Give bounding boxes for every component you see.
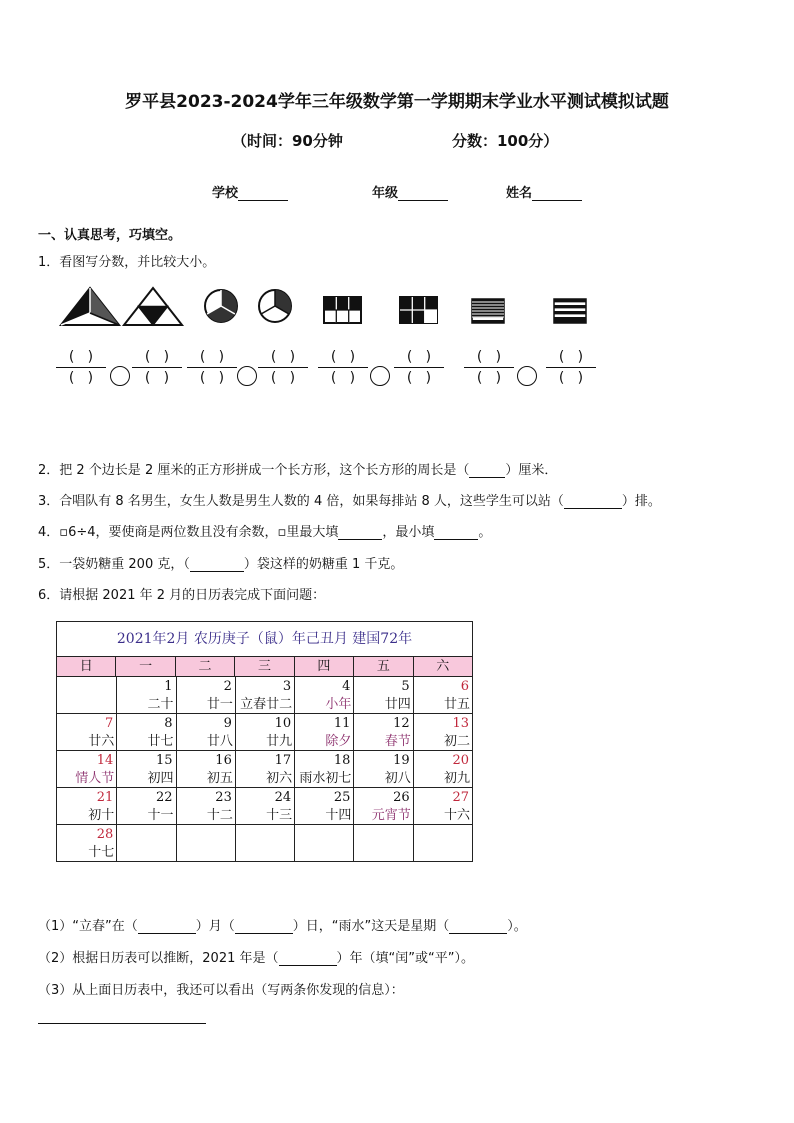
answer-blank[interactable] — [138, 920, 196, 934]
calendar-cell — [116, 676, 175, 713]
answer-blank[interactable] — [235, 920, 293, 934]
day-number: 13 — [452, 716, 469, 731]
calendar-cell — [57, 713, 116, 750]
day-number: 23 — [215, 790, 232, 805]
calendar-cell — [116, 824, 175, 861]
triangle-figure-2 — [124, 288, 182, 325]
calendar-cell — [57, 824, 116, 861]
lunar-label: 初五 — [206, 771, 233, 786]
fraction-blank[interactable]: ( ) ( ) — [318, 349, 368, 386]
calendar-cell — [235, 713, 294, 750]
calendar-cell — [353, 750, 412, 787]
calendar-cell — [116, 750, 175, 787]
calendar-cell — [116, 713, 175, 750]
sub-question-2: （2）根据日历表可以推断，2021 年是（ ）年（填“闰”或“平”）。 — [38, 951, 474, 966]
calendar-cell — [353, 824, 412, 861]
answer-blank[interactable] — [449, 920, 507, 934]
day-number: 28 — [96, 827, 114, 842]
lunar-label: 十四 — [325, 808, 352, 823]
day-number: 3 — [282, 679, 292, 694]
circle-figure-2 — [259, 290, 291, 322]
fraction-blank[interactable]: ( ) ( ) — [258, 349, 308, 386]
calendar-header: 2021年2月 农历庚子（鼠）年己丑月 建国72年 — [116, 631, 413, 647]
compare-circle[interactable] — [110, 366, 130, 386]
day-number: 2 — [223, 679, 232, 694]
day-number: 22 — [156, 790, 173, 805]
calendar-cell — [413, 676, 472, 713]
compare-circle[interactable] — [517, 366, 537, 386]
weekday-thu: 四 — [294, 657, 353, 677]
lunar-label: 初十 — [88, 808, 115, 823]
sub-question-1: （1）“立春”在（ ）月（ ）日，“雨水”这天是星期（ ）。 — [38, 919, 527, 934]
lunar-label: 情人节 — [75, 771, 115, 786]
question-3: 3．合唱队有 8 名男生，女生人数是男生人数的 4 倍，如果每排站 8 人，这些学生可以站（ ）排。 — [38, 494, 661, 509]
score-label: 分数：100分） — [452, 132, 559, 150]
lunar-label: 十一 — [147, 808, 174, 823]
lunar-label: 廿七 — [147, 734, 174, 749]
day-number: 5 — [401, 679, 410, 694]
lunar-label: 立春廿二 — [240, 697, 293, 712]
weekday-mon: 一 — [115, 657, 174, 677]
calendar-cell — [294, 713, 353, 750]
day-number: 12 — [393, 716, 410, 731]
fraction-blank[interactable]: ( ) ( ) — [187, 349, 237, 386]
sub-question-3: （3）从上面日历表中，我还可以看出（写两条你发现的信息）： — [38, 983, 404, 998]
weekday-sat: 六 — [413, 657, 472, 677]
calendar-cell — [57, 787, 116, 824]
lunar-label: 廿四 — [384, 697, 411, 712]
calendar-cell — [353, 676, 412, 713]
lunar-label: 十三 — [266, 808, 293, 823]
day-number: 26 — [393, 790, 410, 805]
lunar-label: 二十 — [147, 697, 174, 712]
day-number: 16 — [215, 753, 232, 768]
lunar-label: 小年 — [325, 697, 352, 712]
lunar-label: 十二 — [206, 808, 233, 823]
calendar-cell — [235, 750, 294, 787]
lunar-label: 雨水初七 — [299, 771, 352, 786]
day-number: 6 — [460, 679, 469, 694]
answer-blank[interactable] — [338, 526, 382, 540]
lunar-label: 廿一 — [206, 697, 233, 712]
fraction-blank[interactable]: ( ) ( ) — [546, 349, 596, 386]
lunar-label: 廿六 — [88, 734, 115, 749]
fraction-blank[interactable]: ( ) ( ) — [56, 349, 106, 386]
compare-circle[interactable] — [370, 366, 390, 386]
calendar-cell — [57, 676, 116, 713]
question-2: 2．把 2 个边长是 2 厘米的正方形拼成一个长方形，这个长方形的周长是（ ）厘米． — [38, 463, 558, 478]
answer-blank[interactable] — [279, 952, 337, 966]
lunar-label: 元宵节 — [371, 808, 411, 823]
calendar-cell — [353, 787, 412, 824]
weekday-fri: 五 — [353, 657, 412, 677]
compare-circle[interactable] — [237, 366, 257, 386]
answer-blank[interactable] — [564, 495, 622, 509]
calendar-cell — [57, 750, 116, 787]
triangle-figure-1 — [61, 288, 119, 325]
weekday-row — [57, 656, 472, 677]
grade-field[interactable] — [372, 182, 448, 201]
question-6: 6．请根据 2021 年 2 月的日历表完成下面问题： — [38, 588, 326, 603]
calendar-cell — [294, 750, 353, 787]
calendar-cell — [353, 713, 412, 750]
day-number: 19 — [393, 753, 410, 768]
answer-blank[interactable] — [190, 558, 244, 572]
stripe-figure-1 — [472, 299, 504, 323]
lunar-label: 初二 — [443, 734, 470, 749]
day-number: 18 — [333, 753, 351, 768]
question-5: 5．一袋奶糖重 200 克，（ ）袋这样的奶糖重 1 千克。 — [38, 557, 404, 572]
page-title: 罗平县2023-2024学年三年级数学第一学期期末学业水平测试模拟试题 — [125, 92, 669, 112]
question-4: 4．▫6÷4，要使商是两位数且没有余数，▫里最大填 ，最小填 。 — [38, 525, 492, 540]
lunar-label: 春节 — [384, 734, 411, 749]
day-number: 14 — [96, 753, 114, 768]
calendar-cell — [176, 824, 235, 861]
day-number: 9 — [223, 716, 232, 731]
school-field[interactable] — [212, 182, 288, 201]
fraction-figures — [56, 284, 601, 330]
school-label: 学校 — [212, 186, 239, 201]
circle-figure-1 — [205, 290, 237, 322]
day-number: 24 — [274, 790, 292, 805]
answer-line[interactable] — [38, 1023, 206, 1024]
day-number: 20 — [452, 753, 469, 768]
calendar-cell — [176, 787, 235, 824]
lunar-label: 廿八 — [206, 734, 233, 749]
lunar-label: 初四 — [147, 771, 174, 786]
grid-figure-1 — [324, 297, 361, 323]
lunar-label: 初六 — [266, 771, 293, 786]
calendar-cell — [413, 824, 472, 861]
lunar-label: 初九 — [443, 771, 470, 786]
section-heading: 一、认真思考，巧填空。 — [38, 228, 182, 243]
lunar-label: 廿九 — [266, 734, 293, 749]
calendar-cell — [413, 713, 472, 750]
calendar-cell — [294, 824, 353, 861]
lunar-label: 廿五 — [443, 697, 470, 712]
time-label: （时间：90分钟 — [232, 132, 343, 150]
day-number: 17 — [274, 753, 292, 768]
grade-label: 年级 — [372, 186, 399, 201]
lunar-label: 初八 — [384, 771, 411, 786]
day-number: 21 — [96, 790, 114, 805]
question-1: 1．看图写分数，并比较大小。 — [38, 255, 216, 270]
fraction-blank[interactable]: ( ) ( ) — [394, 349, 444, 386]
lunar-label: 十七 — [88, 845, 115, 860]
answer-blank[interactable] — [469, 464, 505, 478]
day-number: 1 — [164, 679, 173, 694]
calendar-cell — [116, 787, 175, 824]
lunar-label: 除夕 — [325, 734, 352, 749]
fraction-blank[interactable]: ( ) ( ) — [132, 349, 182, 386]
day-number: 15 — [156, 753, 173, 768]
day-number: 10 — [274, 716, 292, 731]
weekday-sun: 日 — [79, 659, 93, 674]
calendar-cell — [235, 824, 294, 861]
day-number: 4 — [342, 679, 351, 694]
calendar-cell — [176, 676, 235, 713]
stripe-figure-2 — [554, 299, 586, 323]
lunar-label: 十六 — [443, 808, 470, 823]
day-number: 11 — [333, 716, 351, 731]
calendar-cell — [294, 676, 353, 713]
fraction-blank[interactable]: ( ) ( ) — [464, 349, 514, 386]
day-number: 27 — [452, 790, 469, 805]
day-number: 7 — [105, 716, 114, 731]
answer-blank[interactable] — [434, 526, 478, 540]
day-number: 8 — [164, 716, 173, 731]
weekday-tue: 二 — [175, 657, 234, 677]
calendar-cell — [176, 713, 235, 750]
name-label: 姓名 — [506, 186, 533, 201]
weekday-wed: 三 — [234, 657, 293, 677]
calendar-cell — [294, 787, 353, 824]
grid-figure-2 — [400, 297, 437, 323]
calendar-cell — [413, 750, 472, 787]
calendar-cell — [235, 787, 294, 824]
calendar-cell — [413, 787, 472, 824]
calendar-grid — [57, 676, 472, 861]
calendar-cell — [235, 676, 294, 713]
calendar-table — [56, 621, 473, 862]
calendar-cell — [176, 750, 235, 787]
day-number: 25 — [333, 790, 351, 805]
name-field[interactable] — [506, 182, 582, 201]
